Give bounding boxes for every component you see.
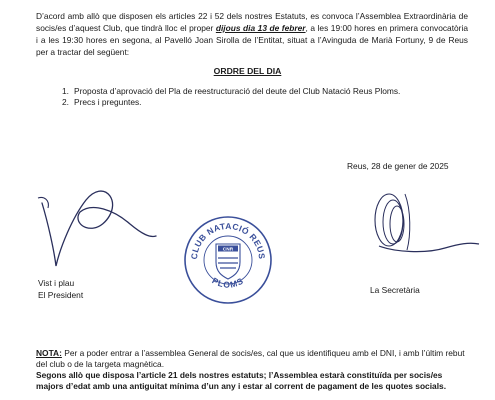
- note-paragraph: [36, 348, 472, 370]
- president-block: [38, 277, 83, 301]
- seal-bottom-text: PLOMS: [210, 275, 246, 290]
- club-seal: [182, 214, 274, 306]
- intro-text-start: D’acord amb allò que disposen els articles 22 i 52 dels nostres Estatuts, es convoca l’Assemblea Extraordinària de socis/es d’aquest Club, que tindrà lloc el proper: [36, 11, 468, 33]
- president-signature: [34, 178, 164, 273]
- agenda-item-number: 1.: [62, 86, 69, 96]
- seal-badge-text: CNR: [222, 247, 234, 253]
- intro-text-end: , a les 19:00 hores en primera convocatòria i a les 19:30 hores en segona, al Pavelló Joan Sirolla de l’Entitat, situat a l’Avinguda de Marià Fortuny, 9 de Reus per a tractar del següent:: [36, 23, 468, 57]
- secretary-signature: [355, 180, 485, 270]
- agenda-item: [62, 97, 400, 108]
- meeting-date: dijous dia 13 de febrer: [215, 23, 306, 33]
- statutes-paragraph: Segons allò que disposa l’article 21 dels nostres estatuts; l’Assemblea estarà constituïda per socis/es majors d’edat amb una antiguitat mínima d’un any i estar al corrent de pagament de les quotes socials.: [36, 370, 447, 391]
- president-label: El President: [38, 290, 84, 300]
- note-label: NOTA:: [36, 348, 62, 358]
- agenda-list: [62, 86, 400, 108]
- agenda-heading: ORDRE DEL DIA: [213, 66, 282, 76]
- approval-label: Vist i plau: [38, 278, 75, 288]
- place-date: Reus, 28 de gener de 2025: [347, 161, 449, 171]
- agenda-item-number: 2.: [62, 97, 69, 107]
- agenda-item-text: Proposta d’aprovació del Pla de reestructuració del deute del Club Natació Reus Ploms.: [74, 86, 401, 96]
- seal-top-text: CLUB NATACIÓ REUS: [188, 220, 268, 260]
- agenda-item-text: Precs i preguntes.: [74, 97, 142, 107]
- agenda-item: [62, 86, 400, 97]
- note-block: [36, 348, 472, 392]
- note-text: Per a poder entrar a l’assemblea General de socis/es, cal que us identifiqueu amb el DNI, i amb l’últim rebut del club o de la targeta magnètica.: [36, 348, 465, 369]
- intro-paragraph: [36, 10, 468, 58]
- svg-text:PLOMS: [210, 275, 245, 289]
- secretary-label: La Secretària: [370, 285, 420, 295]
